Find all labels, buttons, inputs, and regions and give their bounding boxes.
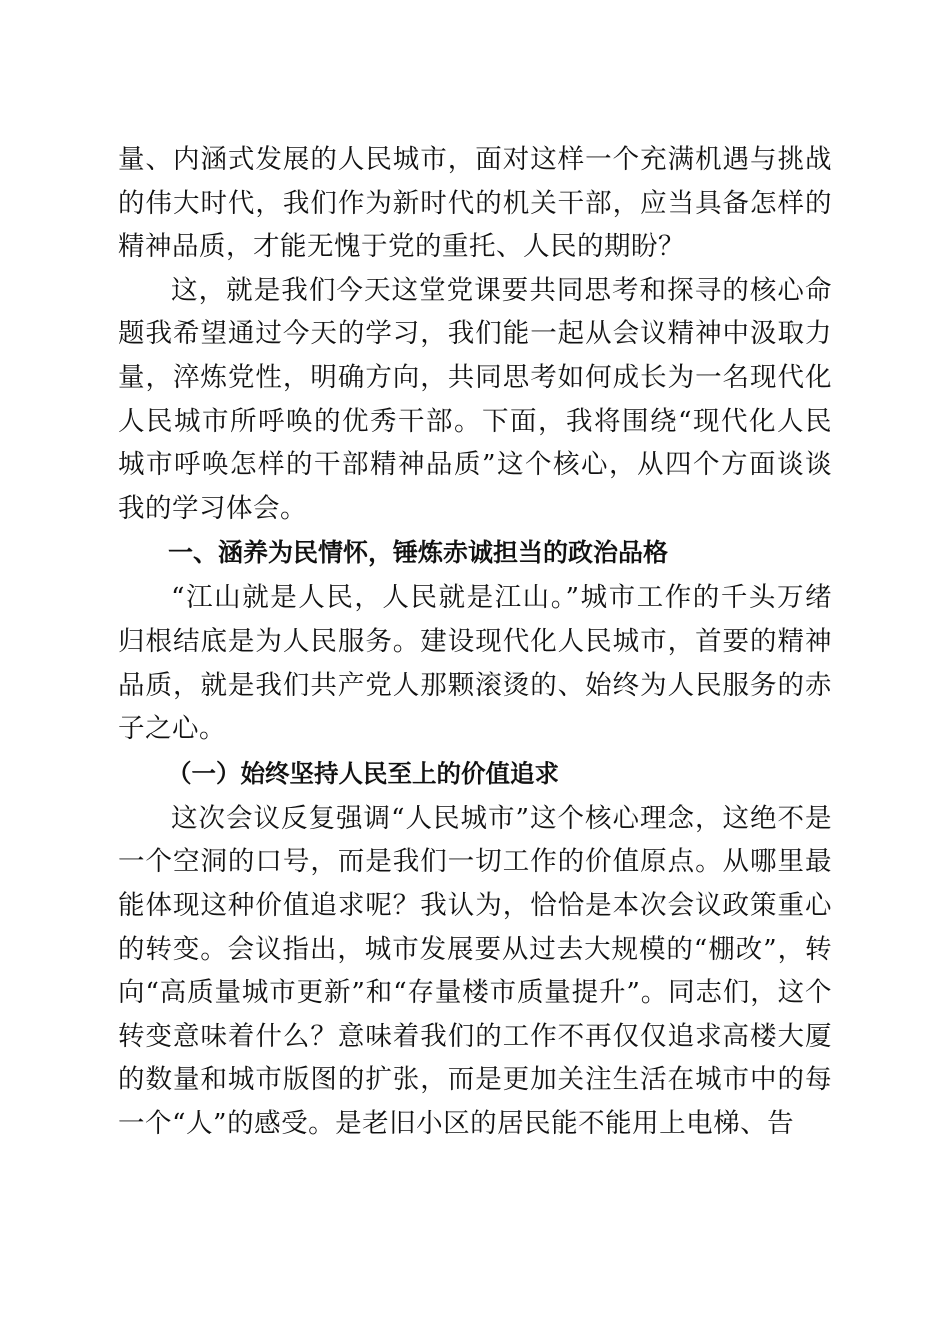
section-heading-1: 一、涵养为民情怀，锤炼赤诚担当的政治品格 bbox=[168, 538, 669, 568]
paragraph-people-city: “江山就是人民，人民就是江山。”城市工作的千头万绪归根结底是为人民服务。建设现代化人民城市，首要的精神品质，就是我们共产党人那颗滚烫的、始终为人民服务的赤子之心。 bbox=[118, 582, 832, 745]
paragraph-policy-shift: 这次会议反复强调“人民城市”这个核心理念，这绝不是一个空洞的口号，而是我们一切工作的价值原点。从哪里最能体现这种价值追求呢？我认为，恰恰是本次会议政策重心的转变。会议指出，城市发展要从过去大规模的“棚改”，转向“高质量城市更新”和“存量楼市质量提升”。同志们，这个转变意味着什么？意味着我们的工作不再仅仅追求高楼大厦的数量和城市版图的扩张，而是更加关注生活在城市中的每一个“人”的感受。是老旧小区的居民能不能用上电梯、告 bbox=[118, 802, 832, 1139]
document-body bbox=[118, 138, 832, 1145]
paragraph-continuation: 量、内涵式发展的人民城市，面对这样一个充满机遇与挑战的伟大时代，我们作为新时代的机关干部，应当具备怎样的精神品质，才能无愧于党的重托、人民的期盼？ bbox=[118, 144, 832, 263]
paragraph-core-topic: 这，就是我们今天这堂党课要共同思考和探寻的核心命题我希望通过今天的学习，我们能一起从会议精神中汲取力量，淬炼党性，明确方向，共同思考如何成长为一名现代化人民城市所呼唤的优秀干部。下面，我将围绕“现代化人民城市呼唤怎样的干部精神品质”这个核心，从四个方面谈谈我的学习体会。 bbox=[118, 274, 832, 524]
subsection-heading-1: （一）始终坚持人民至上的价值追求 bbox=[167, 758, 559, 788]
